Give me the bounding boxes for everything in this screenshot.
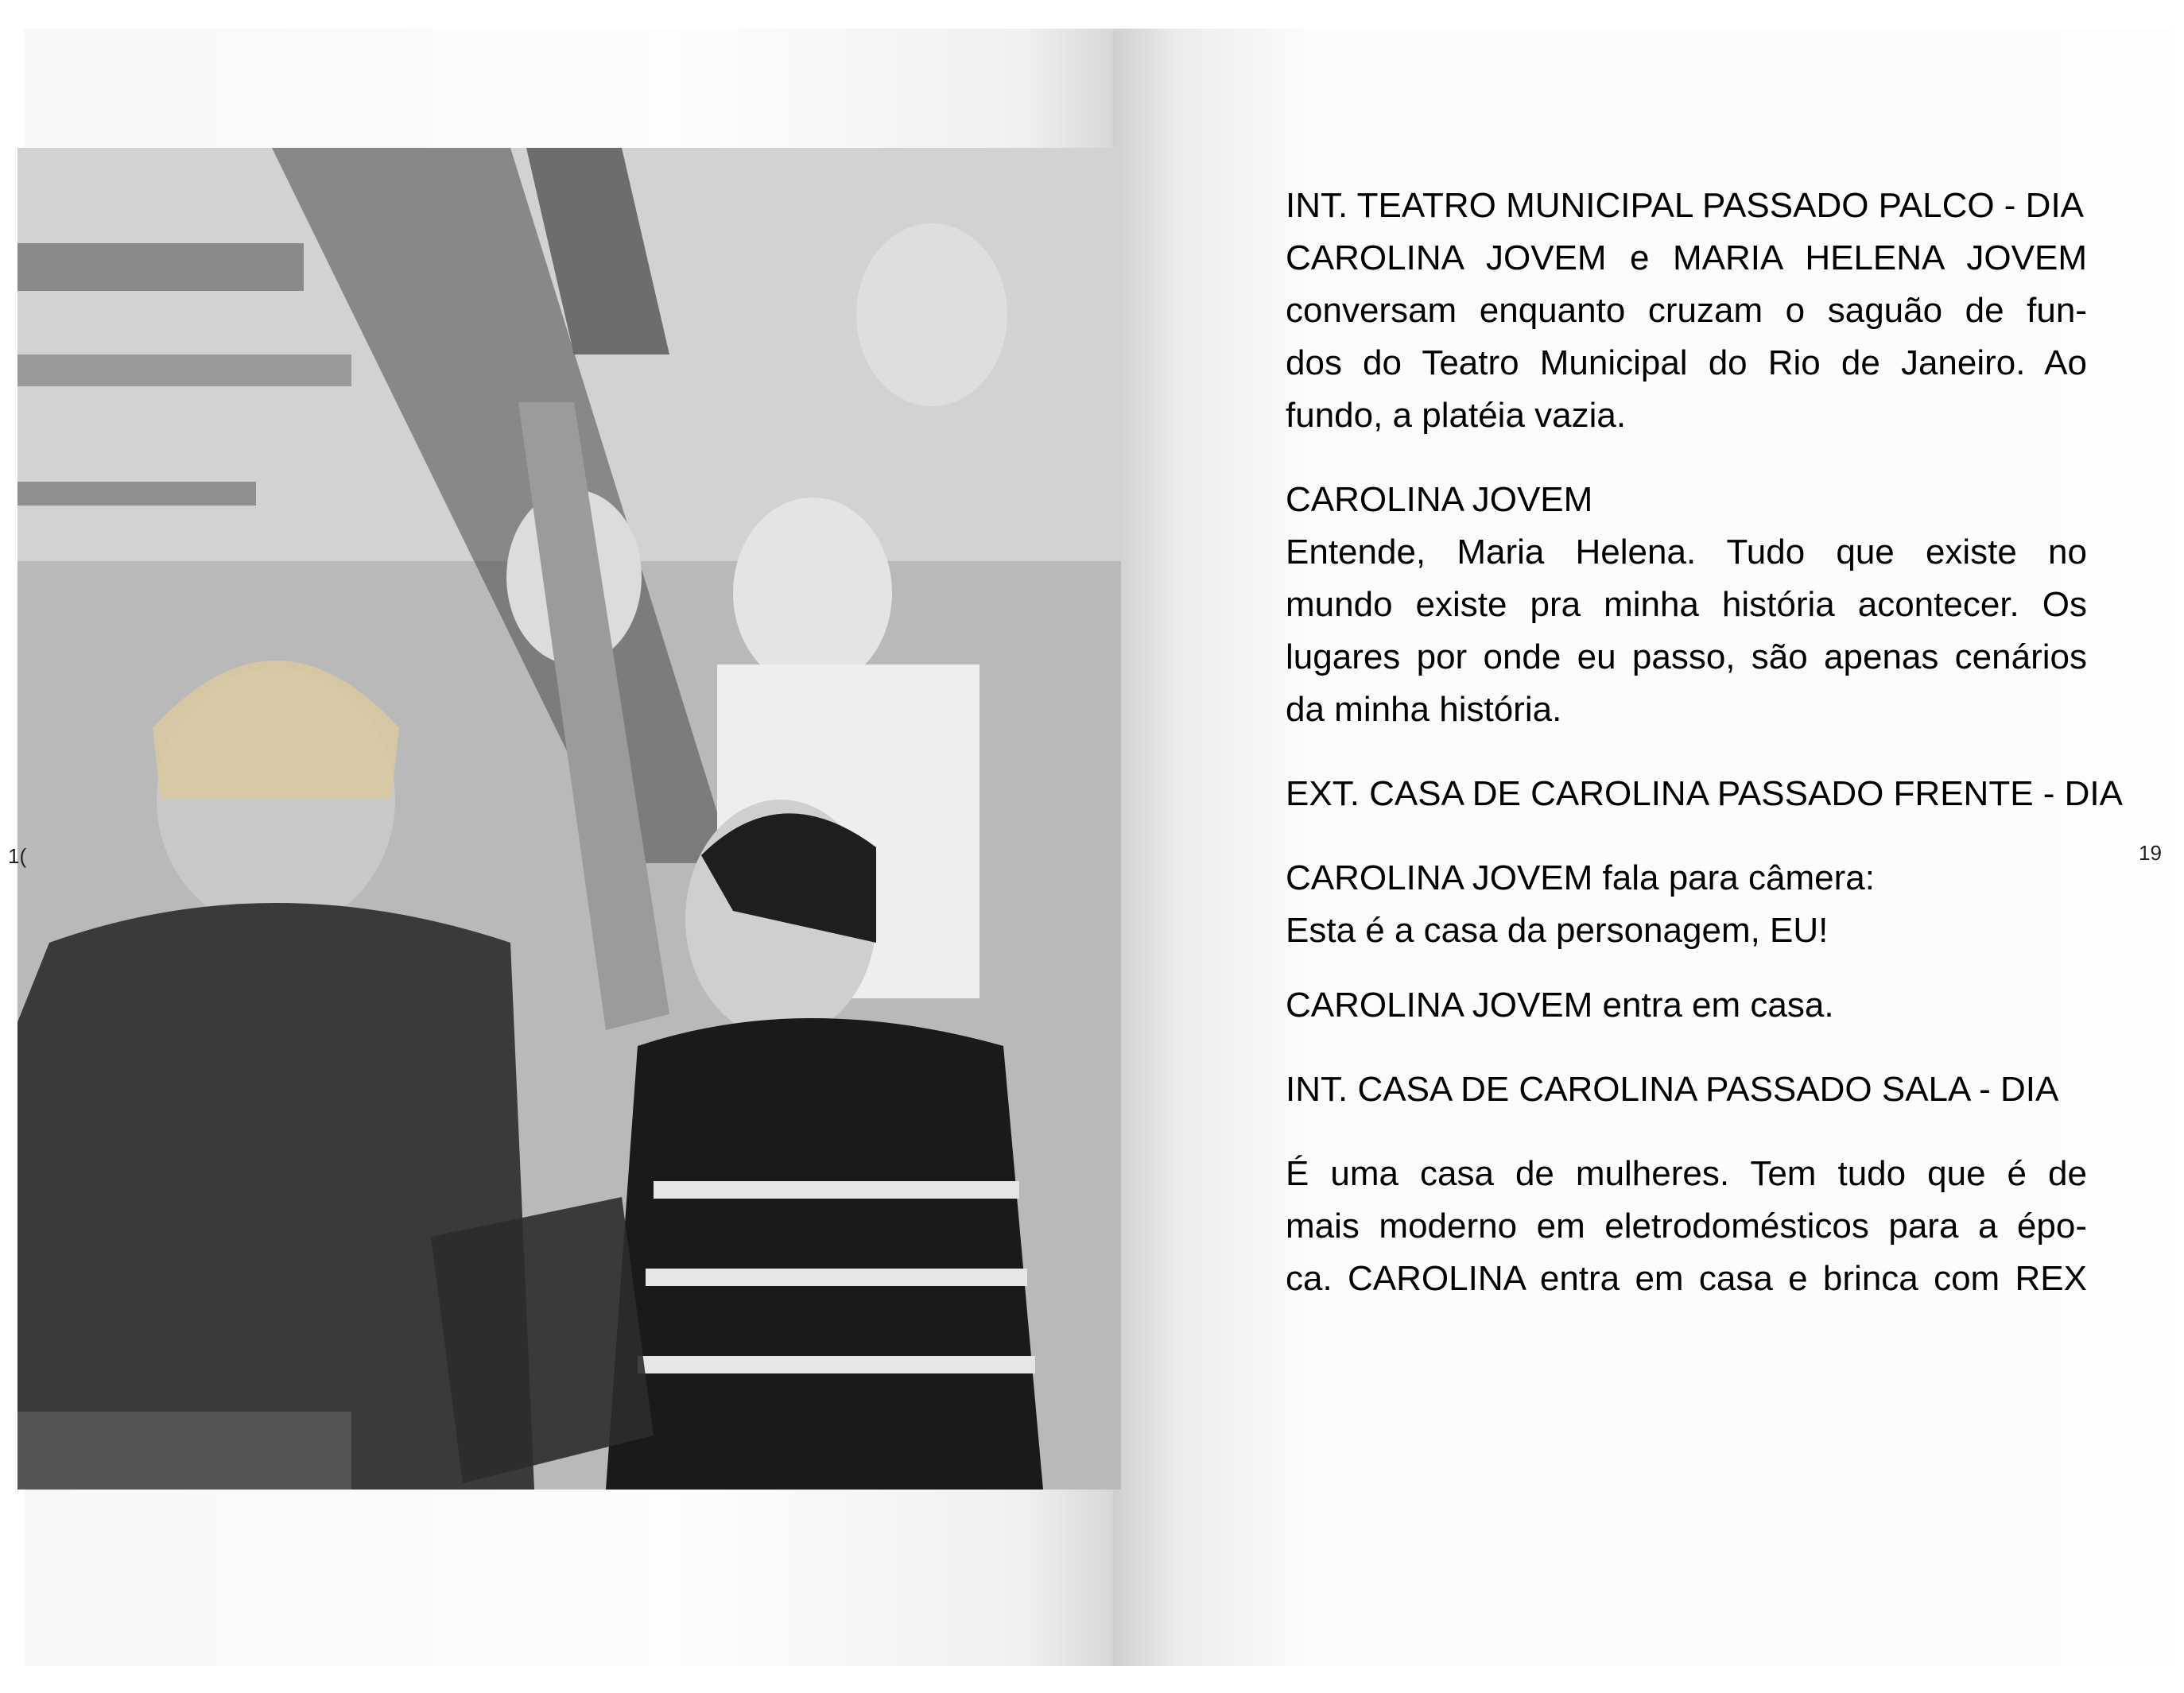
character-name: CAROLINA JOVEM <box>1286 480 1593 519</box>
text-line: CAROLINA JOVEM fala para câmera: <box>1286 858 1875 897</box>
scene-heading: INT. CASA DE CAROLINA PASSADO SALA - DIA <box>1286 1070 2059 1109</box>
text-line: conversam enquanto cruzam o saguão de fun- <box>1286 291 2087 330</box>
scene-heading: EXT. CASA DE CAROLINA PASSADO FRENTE - DIA <box>1286 774 2123 813</box>
scene-block <box>1286 180 2087 442</box>
screenplay-text <box>1286 180 2123 1305</box>
text-line: da minha história. <box>1286 690 1562 729</box>
photo-dancers-on-stairs <box>17 148 1121 1490</box>
text-line: CAROLINA JOVEM e MARIA HELENA JOVEM <box>1286 238 2087 277</box>
action-block <box>1286 1148 2087 1305</box>
text-line: dos do Teatro Municipal do Rio de Janeiro. Ao <box>1286 343 2087 382</box>
text-line: fundo, a platéia vazia. <box>1286 396 1627 435</box>
right-page-number: 19 <box>2139 841 2162 865</box>
text-line: Entende, Maria Helena. Tudo que existe no <box>1286 533 2087 571</box>
text-line: É uma casa de mulheres. Tem tudo que é de <box>1286 1154 2087 1193</box>
scene-block <box>1286 768 2123 820</box>
text-line: ca. CAROLINA entra em casa e brinca com REX <box>1286 1259 2087 1298</box>
action-block <box>1286 852 2087 957</box>
action-block <box>1286 979 2087 1032</box>
text-line: CAROLINA JOVEM entra em casa. <box>1286 986 1834 1025</box>
scene-block <box>1286 1063 2087 1116</box>
text-line: Esta é a casa da personagem, EU! <box>1286 911 1829 950</box>
scene-heading: INT. TEATRO MUNICIPAL PASSADO PALCO - DIA <box>1286 186 2085 225</box>
text-line: lugares por onde eu passo, são apenas cenários <box>1286 637 2087 676</box>
dialogue-block <box>1286 474 2087 736</box>
left-page-number: 1( <box>8 844 27 868</box>
text-line: mundo existe pra minha história acontecer. Os <box>1286 585 2087 624</box>
text-line: mais moderno em eletrodomésticos para a épo- <box>1286 1207 2087 1246</box>
